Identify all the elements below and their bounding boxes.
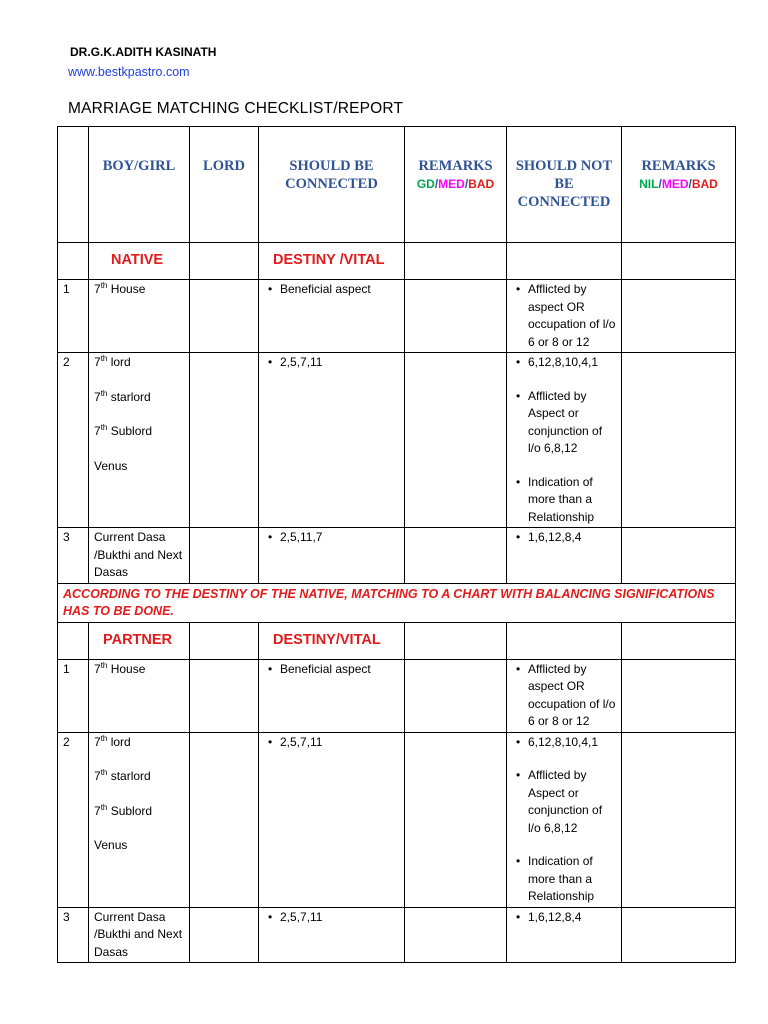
table-row	[58, 732, 736, 907]
list-item: • 6,12,8,10,4,1	[528, 734, 616, 752]
partner-section-row	[58, 622, 736, 659]
header-should-be-line1: SHOULD BE	[289, 158, 374, 174]
remarks-cell[interactable]	[405, 907, 507, 963]
table-header-row	[58, 127, 736, 243]
document-title: MARRIAGE MATCHING CHECKLIST/REPORT	[68, 100, 404, 117]
remarks-cell[interactable]	[622, 528, 736, 584]
native-destiny-heading: DESTINY /VITAL	[273, 252, 385, 269]
list-item: • 2,5,7,11	[280, 354, 399, 372]
partner-destiny-heading: DESTINY/VITAL	[273, 631, 381, 648]
not-connected-cell	[507, 353, 622, 528]
list-item: lord	[110, 355, 131, 369]
list-item: lord	[110, 734, 131, 749]
list-item: starlord	[110, 769, 151, 783]
native-section-row	[58, 243, 736, 280]
remarks-cell[interactable]	[405, 528, 507, 584]
remarks-cell[interactable]	[622, 659, 736, 732]
separator: /	[658, 177, 662, 191]
empty-cell	[622, 243, 736, 280]
connected-cell	[259, 280, 405, 353]
list-item: • Beneficial aspect	[280, 281, 399, 299]
remarks-cell[interactable]	[405, 280, 507, 353]
header-should-be-connected	[259, 127, 405, 243]
remarks-cell[interactable]	[622, 907, 736, 963]
row-number: 2	[58, 732, 89, 907]
row-item: Current Dasa /Bukthi and Next Dasas	[89, 528, 190, 584]
separator: /	[688, 177, 692, 191]
header-lord: LORD	[190, 127, 259, 243]
list-item: starlord	[110, 389, 151, 404]
not-connected-cell	[507, 659, 622, 732]
header-number-cell	[58, 127, 89, 243]
not-connected-cell	[507, 280, 622, 353]
list-item: • Indication of more than a Relationship	[528, 853, 616, 906]
list-item: • Afflicted by aspect OR occupation of l/o 6 or 8 or 12	[528, 661, 616, 731]
row-item: Current Dasa /Bukthi and Next Dasas	[89, 907, 190, 963]
header-remarks-2	[622, 127, 736, 243]
remarks-cell[interactable]	[622, 353, 736, 528]
list-item: • 2,5,11,7	[280, 529, 399, 547]
table-row	[58, 280, 736, 353]
table-row	[58, 528, 736, 584]
remarks-cell[interactable]	[622, 280, 736, 353]
table-row	[58, 907, 736, 963]
connected-cell	[259, 528, 405, 584]
list-item: Venus	[94, 838, 128, 852]
not-connected-cell	[507, 907, 622, 963]
list-item: • 6,12,8,10,4,1	[528, 354, 616, 372]
remarks-med: MED	[438, 177, 465, 191]
header-should-not-line3: CONNECTED	[517, 194, 611, 210]
empty-cell	[58, 243, 89, 280]
connected-cell	[259, 907, 405, 963]
list-item: • 2,5,7,11	[280, 909, 399, 927]
row-number: 1	[58, 280, 89, 353]
remarks-cell[interactable]	[622, 732, 736, 907]
empty-cell	[190, 353, 259, 528]
empty-cell	[190, 732, 259, 907]
row-item: 7th House	[89, 659, 190, 732]
row-items: 7th lord 7th starlord 7th Sublord Venus	[89, 732, 190, 907]
header-should-not-line1: SHOULD NOT	[515, 158, 613, 174]
row-item: 7th House	[89, 280, 190, 353]
connected-cell	[259, 732, 405, 907]
row-number: 2	[58, 353, 89, 528]
remarks-cell[interactable]	[405, 353, 507, 528]
row-number: 1	[58, 659, 89, 732]
row-number: 3	[58, 528, 89, 584]
table-row	[58, 353, 736, 528]
list-item: • 1,6,12,8,4	[528, 909, 616, 927]
remarks-bad: BAD	[468, 177, 495, 191]
list-item: Sublord	[110, 803, 153, 818]
empty-cell	[190, 907, 259, 963]
not-connected-cell	[507, 528, 622, 584]
not-connected-cell	[507, 732, 622, 907]
empty-cell	[405, 243, 507, 280]
header-remarks-1	[405, 127, 507, 243]
remarks-bad: BAD	[691, 177, 718, 191]
list-item: • 1,6,12,8,4	[528, 529, 616, 547]
separator: /	[434, 177, 439, 191]
checklist-table	[57, 126, 736, 963]
header-should-not-line2: BE	[554, 176, 574, 192]
header-boy-girl: BOY/GIRL	[89, 127, 190, 243]
remarks-nil: NIL	[639, 177, 659, 191]
list-item: • Afflicted by aspect OR occupation of l/o 6 or 8 or 12	[528, 281, 616, 351]
remarks-cell[interactable]	[405, 732, 507, 907]
list-item: • 2,5,7,11	[280, 734, 399, 752]
header-should-be-line2: CONNECTED	[285, 176, 378, 192]
empty-cell	[507, 243, 622, 280]
empty-cell	[190, 280, 259, 353]
remarks-gd: GD	[416, 177, 435, 191]
empty-cell	[622, 622, 736, 659]
list-item: • Afflicted by Aspect or conjunction of l/o 6,8,12	[528, 388, 616, 458]
row-items: 7th lord 7th starlord 7th Sublord Venus	[89, 353, 190, 528]
partner-label: PARTNER	[103, 631, 173, 648]
native-label: NATIVE	[111, 252, 164, 269]
header-remarks-2-label: REMARKS	[641, 158, 716, 174]
remarks-med: MED	[661, 177, 689, 191]
empty-cell	[405, 622, 507, 659]
website-link[interactable]: www.bestkpastro.com	[68, 65, 190, 79]
list-item: Venus	[94, 458, 128, 473]
list-item: • Afflicted by Aspect or conjunction of l/o 6,8,12	[528, 767, 616, 837]
remarks-cell[interactable]	[405, 659, 507, 732]
connected-cell	[259, 659, 405, 732]
table-row	[58, 659, 736, 732]
header-remarks-1-label: REMARKS	[418, 158, 493, 174]
empty-cell	[190, 622, 259, 659]
destiny-note: ACCORDING TO THE DESTINY OF THE NATIVE, MATCHING TO A CHART WITH BALANCING SIGNIFICATIONS HAS TO BE DONE.	[58, 583, 736, 622]
note-row	[58, 583, 736, 622]
header-should-not-be-connected	[507, 127, 622, 243]
connected-cell	[259, 353, 405, 528]
empty-cell	[507, 622, 622, 659]
author-name: DR.G.K.ADITH KASINATH	[70, 45, 217, 59]
list-item: • Beneficial aspect	[280, 661, 399, 679]
empty-cell	[190, 243, 259, 280]
separator: /	[464, 177, 469, 191]
empty-cell	[190, 659, 259, 732]
list-item: Sublord	[110, 424, 153, 438]
row-number: 3	[58, 907, 89, 963]
empty-cell	[58, 622, 89, 659]
empty-cell	[190, 528, 259, 584]
list-item: • Indication of more than a Relationship	[528, 474, 616, 527]
